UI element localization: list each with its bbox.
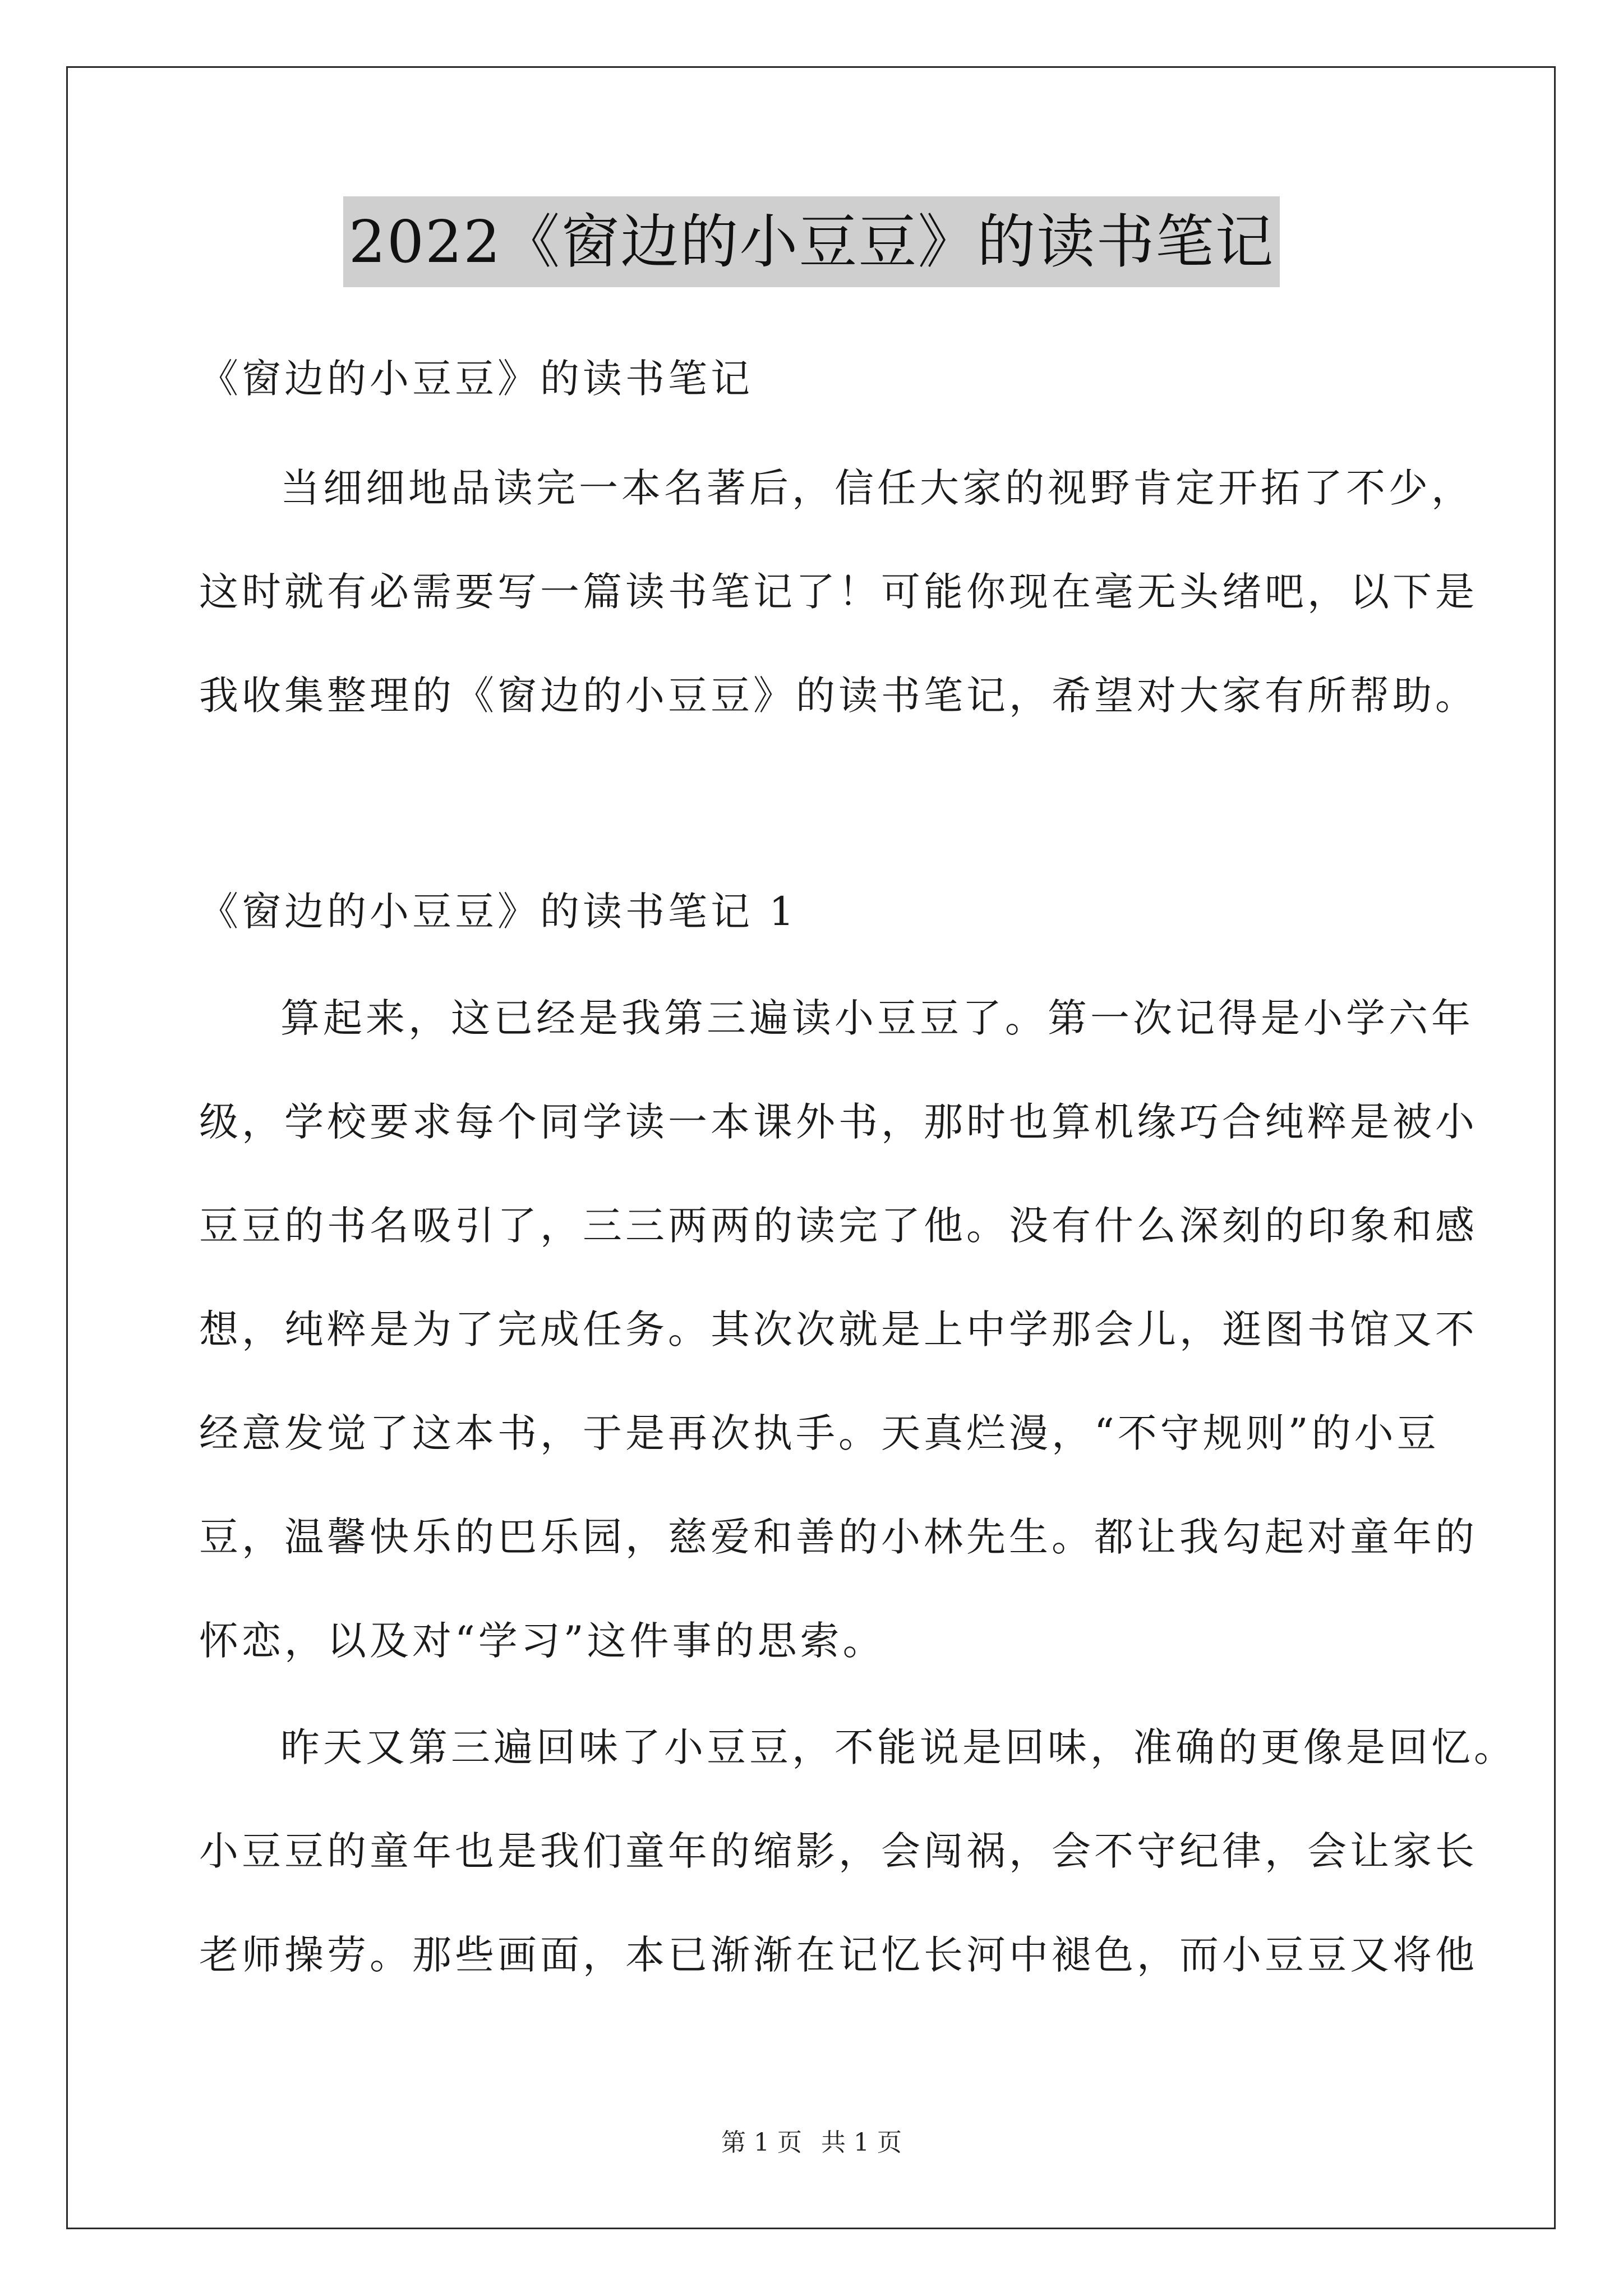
page-footer [0,2126,1623,2160]
document-title: 2022《窗边的小豆豆》的读书笔记 [343,196,1280,287]
body-paragraph-line: 级，学校要求每个同学读一本课外书，那时也算机缘巧合纯粹是被小 [199,1099,1478,1145]
subtitle-line: 《窗边的小豆豆》的读书笔记 [199,356,753,402]
intro-paragraph-line: 这时就有必需要写一篇读书笔记了！可能你现在毫无头绪吧，以下是 [199,569,1478,615]
body-paragraph-line: 豆豆的书名吸引了，三三两两的读完了他。没有什么深刻的印象和感 [199,1203,1478,1249]
body-paragraph-line: 昨天又第三遍回味了小豆豆，不能说是回味，准确的更像是回忆。 [280,1724,1516,1770]
body-paragraph-line: 想，纯粹是为了完成任务。其次次就是上中学那会儿，逛图书馆又不 [199,1306,1478,1352]
body-paragraph-line: 老师操劳。那些画面，本已渐渐在记忆长河中褪色，而小豆豆又将他 [199,1932,1478,1978]
body-paragraph-line: 怀恋，以及对“学习”这件事的思索。 [199,1618,886,1664]
body-paragraph-line: 豆，温馨快乐的巴乐园，慈爱和善的小林先生。都让我勾起对童年的 [199,1514,1478,1560]
page-number: 第 1 页 [721,2128,802,2157]
section-heading: 《窗边的小豆豆》的读书笔记 1 [199,889,797,935]
body-paragraph-line: 算起来，这已经是我第三遍读小豆豆了。第一次记得是小学六年 [280,995,1474,1041]
intro-paragraph-line: 我收集整理的《窗边的小豆豆》的读书笔记，希望对大家有所帮助。 [199,673,1478,719]
title-container [0,196,1623,287]
body-paragraph-line: 经意发觉了这本书，于是再次执手。天真烂漫，“不守规则”的小豆 [199,1410,1440,1456]
body-paragraph-line: 小豆豆的童年也是我们童年的缩影，会闯祸，会不守纪律，会让家长 [199,1828,1478,1874]
page-total: 共 1 页 [821,2128,902,2157]
intro-paragraph-line: 当细细地品读完一本名著后，信任大家的视野肯定开拓了不少， [280,465,1474,511]
